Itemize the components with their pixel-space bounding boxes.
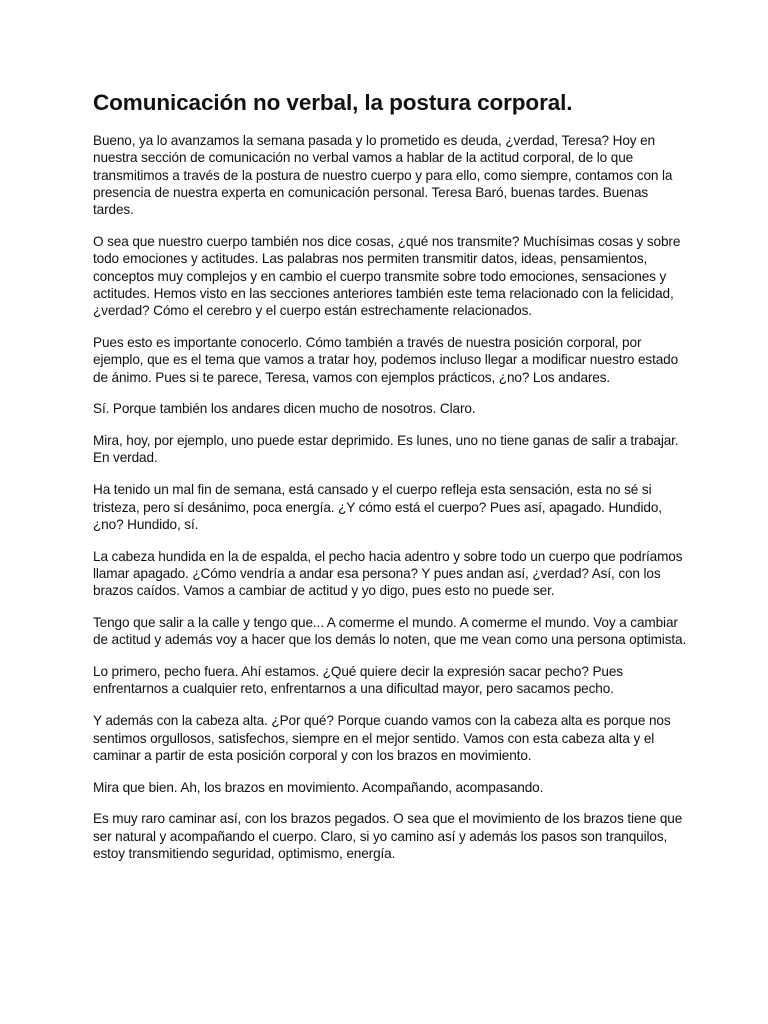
document-title: Comunicación no verbal, la postura corporal.	[93, 90, 573, 115]
paragraph-2: O sea que nuestro cuerpo también nos dice cosas, ¿qué nos transmite? Muchísimas cosas y sobre todo emociones y actitudes. Las palabras nos permiten transmitir datos, ideas, pensamientos, conceptos muy complejos y en cambio el cuerpo transmite sobre todo emociones, sensaciones y actitudes. Hemos visto en las secciones anteriores también este tema relacionado con la felicidad, ¿verdad? Cómo el cerebro y el cuerpo están estrechamente relacionados.	[93, 233, 681, 319]
paragraph-9: Lo primero, pecho fuera. Ahí estamos. ¿Qué quiere decir la expresión sacar pecho? Pues enfrentarnos a cualquier reto, enfrentarnos a una dificultad mayor, pero sacamos pecho.	[93, 664, 623, 697]
paragraph-7: La cabeza hundida en la de espalda, el pecho hacia adentro y sobre todo un cuerpo que podríamos llamar apagado. ¿Cómo vendría a andar esa persona? Y pues andan así, ¿verdad? Así, con los brazos caídos. Vamos a cambiar de actitud y yo digo, pues esto no puede ser.	[93, 548, 683, 599]
paragraph-8: Tengo que salir a la calle y tengo que... A comerme el mundo. A comerme el mundo. Voy a cambiar de actitud y además voy a hacer que los demás lo noten, que me vean como una persona optimista.	[93, 615, 687, 648]
document-page	[93, 88, 688, 877]
paragraph-11: Mira que bien. Ah, los brazos en movimiento. Acompañando, acompasando.	[93, 779, 544, 795]
paragraph-10: Y además con la cabeza alta. ¿Por qué? Porque cuando vamos con la cabeza alta es porque nos sentimos orgullosos, satisfechos, siempre en el mejor sentido. Vamos con esta cabeza alta y el caminar a partir de esta posición corporal y con los brazos en movimiento.	[93, 713, 671, 763]
paragraph-1: Bueno, ya lo avanzamos la semana pasada y lo prometido es deuda, ¿verdad, Teresa? Hoy en nuestra sección de comunicación no verbal vamos a hablar de la actitud corporal, de lo que transmitimos a través de la postura de nuestro cuerpo y para ello, como siempre, contamos con la presencia de nuestra experta en comunicación personal. Teresa Baró, buenas tardes. Buenas tardes.	[93, 133, 673, 218]
paragraph-12: Es muy raro caminar así, con los brazos pegados. O sea que el movimiento de los brazos tiene que ser natural y acompañando el cuerpo. Claro, si yo camino así y además los pasos son tranquilos, estoy transmitiendo seguridad, optimismo, energía.	[93, 811, 683, 861]
paragraph-5: Mira, hoy, por ejemplo, uno puede estar deprimido. Es lunes, uno no tiene ganas de salir a trabajar. En verdad.	[93, 433, 679, 466]
paragraph-4: Sí. Porque también los andares dicen mucho de nosotros. Claro.	[93, 401, 476, 417]
paragraph-3: Pues esto es importante conocerlo. Cómo también a través de nuestra posición corporal, por ejemplo, que es el tema que vamos a tratar hoy, podemos incluso llegar a modificar nuestro estado de ánimo. Pues si te parece, Teresa, vamos con ejemplos prácticos, ¿no? Los andares.	[93, 334, 679, 385]
paragraph-6: Ha tenido un mal fin de semana, está cansado y el cuerpo refleja esta sensación, esta no sé si tristeza, pero sí desánimo, poca energía. ¿Y cómo está el cuerpo? Pues así, apagado. Hundido, ¿no? Hundido, sí.	[93, 482, 662, 532]
